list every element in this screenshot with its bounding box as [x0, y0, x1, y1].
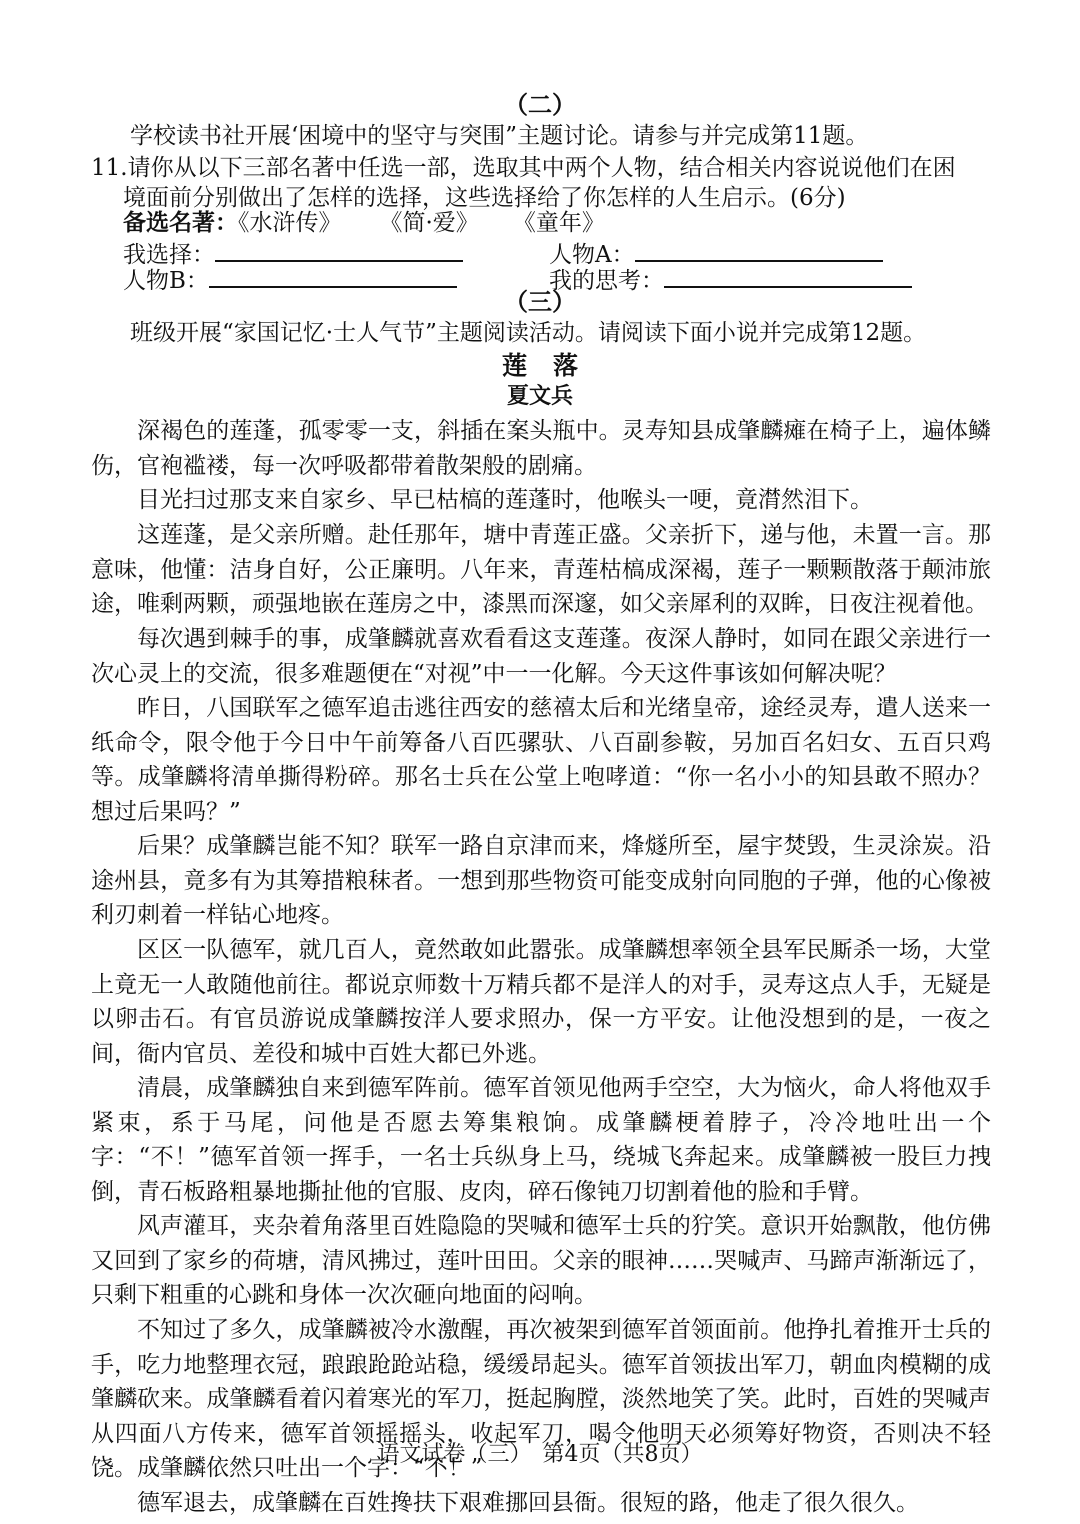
question-11-line-2: 境面前分别做出了怎样的选择，这些选择给了你怎样的人生启示。(6分): [123, 185, 846, 211]
story-paragraph: 这莲蓬，是父亲所赠。赴任那年，塘中青莲正盛。父亲折下，递与他，未置一言。那意味，他懂：洁身自好，公正廉明。八年来，青莲枯槁成深褐，莲子一颗颗散落于颠沛旅途，唯剩两颗，顽强地嵌在莲房之中，漆黑而深邃，如父亲犀利的双眸，日夜注视着他。: [91, 522, 991, 617]
person-a-blank[interactable]: [635, 238, 883, 262]
story-paragraph: 风声灌耳，夹杂着角落里百姓隐隐的哭喊和德军士兵的狞笑。意识开始飘散，他仿佛又回到了家乡的荷塘，清风拂过，莲叶田田。父亲的眼神……哭喊声、马蹄声渐渐远了，只剩下粗重的心跳和身体一次次砸向地面的闷响。: [91, 1213, 991, 1308]
thought-label: 我的思考：: [549, 268, 664, 294]
book-option-1: 《水浒传》: [238, 210, 342, 236]
section-2-title: （二）: [504, 91, 576, 119]
page-footer: 语文试卷（三） 第4页（共8页）: [377, 1442, 703, 1467]
choose-label: 我选择：: [123, 242, 215, 268]
story-paragraph: 昨日，八国联军之德军追击逃往西安的慈禧太后和光绪皇帝，途经灵寿，遣人送来一纸命令，限令他于今日中午前筹备八百匹骡驮、八百副参鞍，另加百名妇女、五百只鸡等。成肇麟将清单撕得粉碎。那名士兵在公堂上咆哮道：“你一名小小的知县敢不照办？想过后果吗？”: [91, 695, 991, 825]
section-3-title: （三）: [504, 288, 576, 316]
story-paragraph: 德军退去，成肇麟在百姓搀扶下艰难挪回县衙。很短的路，他走了很久很久。: [137, 1490, 919, 1516]
question-11-line-1: 11.请你从以下三部名著中任选一部，选取其中两个人物，结合相关内容说说他们在困: [91, 155, 956, 181]
story-paragraph: 目光扫过那支来自家乡、早已枯槁的莲蓬时，他喉头一哽，竟潸然泪下。: [137, 487, 873, 513]
book-option-2: 《简·爱》: [379, 210, 479, 236]
thought-blank[interactable]: [664, 264, 912, 288]
choose-blank[interactable]: [215, 238, 463, 262]
section-2-intro: 学校读书社开展‘困境中的坚守与突围”主题讨论。请参与并完成第11题。: [130, 123, 869, 149]
story-paragraph: 深褐色的莲蓬，孤零零一支，斜插在案头瓶中。灵寿知县成肇麟瘫在椅子上，遍体鳞伤，官袍褴褛，每一次呼吸都带着散架般的剧痛。: [91, 418, 991, 479]
books-label: 备选名著：: [123, 210, 238, 236]
story-author: 夏文兵: [506, 384, 573, 409]
book-option-3: 《童年》: [512, 210, 605, 236]
person-b-blank[interactable]: [209, 264, 457, 288]
story-paragraph: 后果？成肇麟岂能不知？联军一路自京津而来，烽燧所至，屋宇焚毁，生灵涂炭。沿途州县，竟多有为其筹措粮秣者。一想到那些物资可能变成射向同胞的子弹，他的心像被利刃刺着一样钻心地疼。: [91, 833, 991, 928]
story-paragraph: 清晨，成肇麟独自来到德军阵前。德军首领见他两手空空，大为恼火，命人将他双手紧束，系于马尾，问他是否愿去筹集粮饷。成肇麟梗着脖子，冷冷地吐出一个字：“不！”德军首领一挥手，一名士兵纵身上马，绕城飞奔起来。成肇麟被一股巨力拽倒，青石板路粗暴地撕扯他的官服、皮肉，碎石像钝刀切割着他的脸和手臂。: [91, 1075, 991, 1205]
story-title: 莲落: [501, 351, 604, 380]
person-b-label: 人物B：: [123, 268, 209, 294]
story-paragraph: 区区一队德军，就几百人，竟然敢如此嚣张。成肇麟想率领全县军民厮杀一场，大堂上竟无一人敢随他前往。都说京师数十万精兵都不是洋人的对手，灵寿这点人手，无疑是以卵击石。有官员游说成肇麟按洋人要求照办，保一方平安。让他没想到的是，一夜之间，衙内官员、差役和城中百姓大都已外逃。: [91, 937, 991, 1067]
section-3-intro: 班级开展“家国记忆·士人气节”主题阅读活动。请阅读下面小说并完成第12题。: [130, 320, 927, 346]
book-options: [123, 208, 605, 238]
story-paragraph: 每次遇到棘手的事，成肇麟就喜欢看看这支莲蓬。夜深人静时，如同在跟父亲进行一次心灵上的交流，很多难题便在“对视”中一一化解。今天这件事该如何解决呢？: [91, 626, 991, 687]
person-a-label: 人物A：: [549, 242, 635, 268]
story-paragraph: 不知过了多久，成肇麟被冷水激醒，再次被架到德军首领面前。他挣扎着推开士兵的手，吃力地整理衣冠，踉踉跄跄站稳，缓缓昂起头。德军首领拔出军刀，朝血肉模糊的成肇麟砍来。成肇麟看着闪着寒光的军刀，挺起胸膛，淡然地笑了笑。此时，百姓的哭喊声从四面八方传来，德军首领摇摇头，收起军刀，喝令他明天必须筹好物资，否则决不轻饶。成肇麟依然只吐出一个字：“不！”: [91, 1317, 991, 1481]
